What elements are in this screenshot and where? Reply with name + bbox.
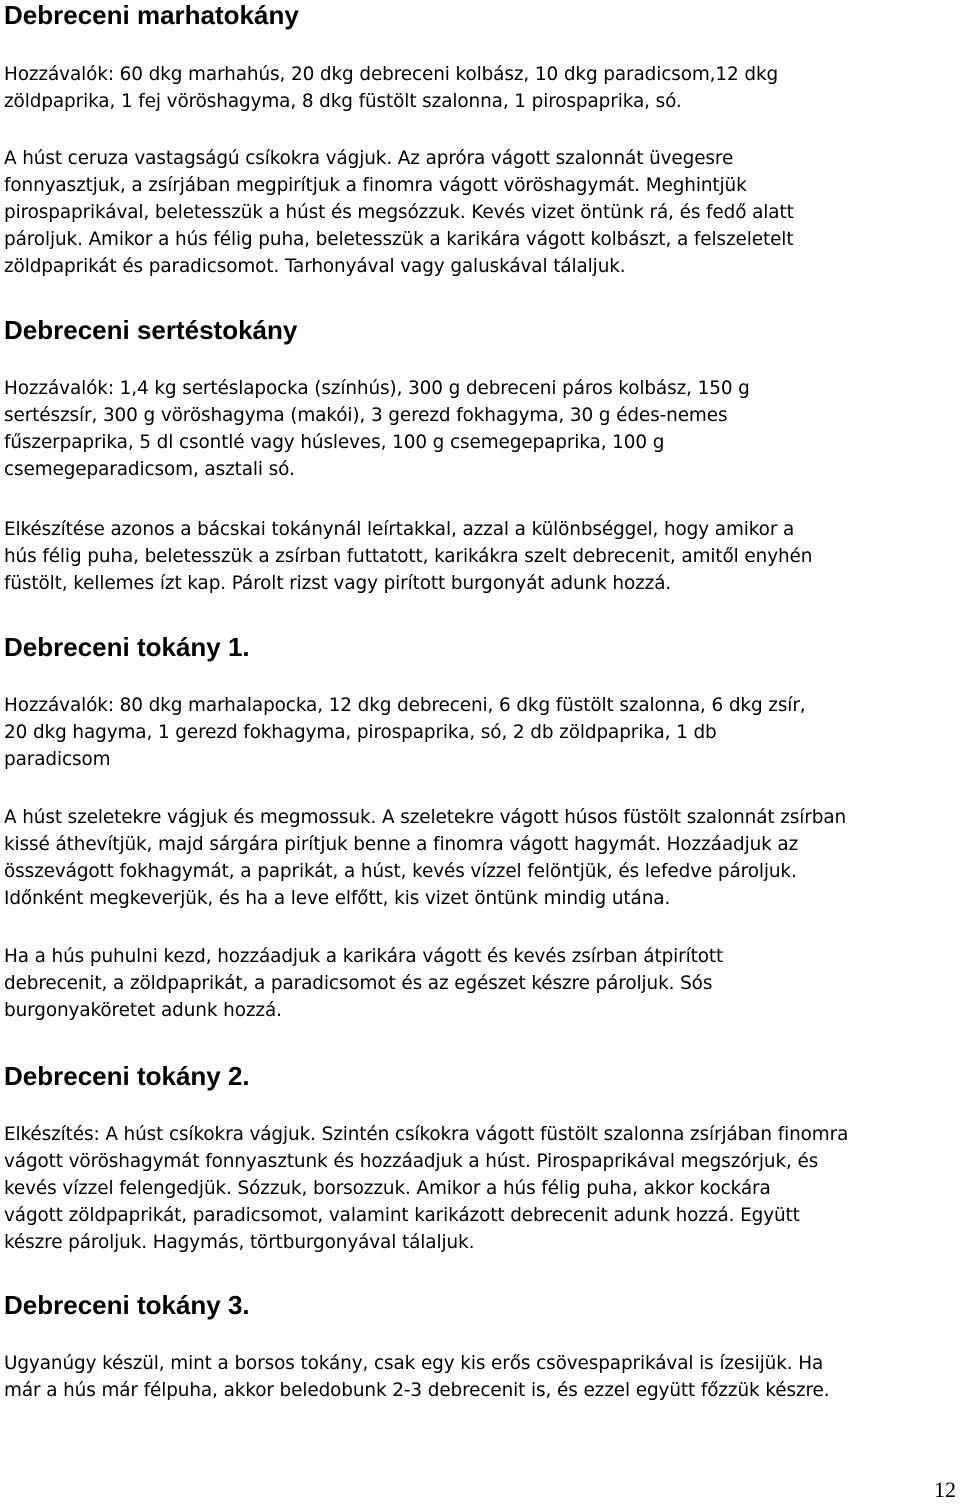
recipe-title: Debreceni tokány 2.	[4, 1061, 250, 1091]
recipe-title: Debreceni marhatokány	[4, 0, 299, 30]
ingredients-paragraph: Hozzávalók: 80 dkg marhalapocka, 12 dkg debreceni, 6 dkg füstölt szalonna, 6 dkg zsír, 20 dkg hagyma, 1 gerezd fokhagyma, pirospaprika, só, 2 db zöldpaprika, 1 db paradicsom	[4, 695, 806, 770]
instructions-paragraph: A húst szeletekre vágjuk és megmossuk. A szeletekre vágott húsos füstölt szalonnát zsírban kissé áthevítjük, majd sárgára pirítjuk benne a finomra vágott hagymát. Hozzáadjuk az összevágott fokhagymát, a paprikát, a húst, kevés vízzel felöntjük, és lefedve pároljuk. Időnként megkeverjük, és ha a leve elfőtt, kis vizet öntünk mindig utána.	[4, 807, 847, 909]
recipe-title: Debreceni tokány 3.	[4, 1290, 250, 1320]
recipe-title: Debreceni sertéstokány	[4, 315, 298, 345]
instructions-paragraph: Elkészítés: A húst csíkokra vágjuk. Szintén csíkokra vágott füstölt szalonna zsírjában finomra vágott vöröshagymát fonnyasztunk és hozzáadjuk a húst. Pirospaprikával megszórjuk, és kevés vízzel felengedjük. Sózzuk, borsozzuk. Amikor a hús félig puha, akkor kockára vágott zöldpaprikát, paradicsomot, valamint karikázott debrecenit adunk hozzá. Együtt készre pároljuk. Hagymás, törtburgonyával tálaljuk.	[4, 1124, 849, 1253]
instructions-paragraph: A húst ceruza vastagságú csíkokra vágjuk. Az apróra vágott szalonnát üvegesre fonnyasztjuk, a zsírjában megpirítjuk a finomra vágott vöröshagymát. Meghintjük pirospaprikával, beletesszük a húst és megsózzuk. Kevés vizet öntünk rá, és fedő alatt pároljuk. Amikor a hús félig puha, beletesszük a karikára vágott kolbászt, a felszeletelt zöldpaprikát és paradicsomot. Tarhonyával vagy galuskával tálaljuk.	[4, 148, 794, 277]
instructions-paragraph: Ugyanúgy készül, mint a borsos tokány, csak egy kis erős csövespaprikával is ízesijük. Ha már a hús már félpuha, akkor beledobunk 2-3 debrecenit is, és ezzel együtt főzzük készre.	[4, 1353, 830, 1401]
ingredients-paragraph: Hozzávalók: 1,4 kg sertéslapocka (színhús), 300 g debreceni páros kolbász, 150 g sertészsír, 300 g vöröshagyma (makói), 3 gerezd fokhagyma, 30 g édes-nemes fűszerpaprika, 5 dl csontlé vagy húsleves, 100 g csemegepaprika, 100 g csemegeparadicsom, asztali só.	[4, 378, 750, 480]
instructions-paragraph: Elkészítése azonos a bácskai tokánynál leírtakkal, azzal a különbséggel, hogy amikor a hús félig puha, beletesszük a zsírban futtatott, karikákra szelt debrecenit, amitől enyhén füstölt, kellemes ízt kap. Párolt rizst vagy pirított burgonyát adunk hozzá.	[4, 519, 813, 594]
ingredients-paragraph: Hozzávalók: 60 dkg marhahús, 20 dkg debreceni kolbász, 10 dkg paradicsom,12 dkg zöldpaprika, 1 fej vöröshagyma, 8 dkg füstölt szalonna, 1 pirospaprika, só.	[4, 64, 779, 112]
page-number: 12	[934, 1477, 956, 1502]
instructions-paragraph: Ha a hús puhulni kezd, hozzáadjuk a karikára vágott és kevés zsírban átpirított debrecenit, a zöldpaprikát, a paradicsomot és az egészet készre pároljuk. Sós burgonyaköretet adunk hozzá.	[4, 946, 724, 1021]
recipe-title: Debreceni tokány 1.	[4, 632, 250, 662]
